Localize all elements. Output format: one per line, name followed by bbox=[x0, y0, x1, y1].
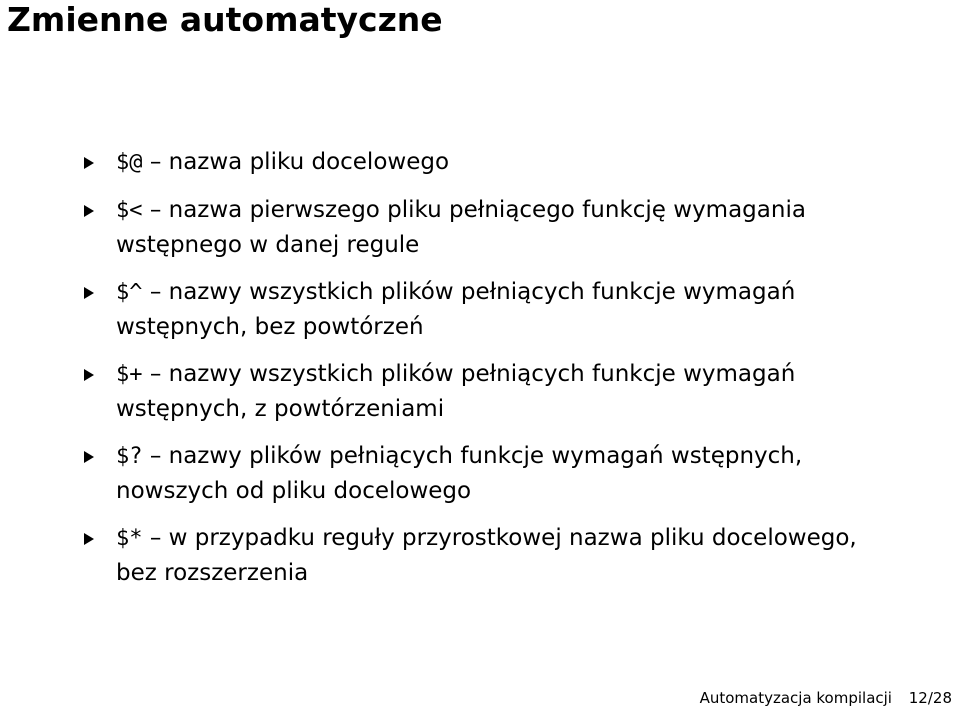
slide-footer bbox=[700, 688, 952, 708]
list-item bbox=[84, 439, 884, 508]
slide-title: Zmienne automatyczne bbox=[7, 0, 443, 39]
dash-separator: – bbox=[149, 279, 162, 305]
page-number: 12/28 bbox=[908, 689, 952, 707]
variable-description: nazwy wszystkich plików pełniących funkcje wymagań wstępnych, bez powtórzeń bbox=[116, 279, 796, 340]
bullet-list bbox=[84, 145, 884, 603]
variable-symbol: $^ bbox=[116, 280, 143, 305]
triangle-bullet-icon bbox=[84, 157, 94, 169]
triangle-bullet-icon bbox=[84, 369, 94, 381]
variable-symbol: $@ bbox=[116, 150, 143, 175]
variable-symbol: $+ bbox=[116, 362, 143, 387]
variable-symbol: $* bbox=[116, 526, 143, 551]
triangle-bullet-icon bbox=[84, 287, 94, 299]
dash-separator: – bbox=[149, 149, 162, 175]
triangle-bullet-icon bbox=[84, 533, 94, 545]
variable-description: nazwy plików pełniących funkcje wymagań wstępnych, nowszych od pliku docelowego bbox=[116, 443, 803, 504]
variable-description: nazwa pierwszego pliku pełniącego funkcję wymagania wstępnego w danej regule bbox=[116, 197, 806, 258]
list-item bbox=[84, 193, 884, 262]
variable-description: nazwy wszystkich plików pełniących funkcje wymagań wstępnych, z powtórzeniami bbox=[116, 361, 796, 422]
dash-separator: – bbox=[149, 525, 162, 551]
variable-symbol: $< bbox=[116, 198, 143, 223]
triangle-bullet-icon bbox=[84, 451, 94, 463]
variable-description: w przypadku reguły przyrostkowej nazwa pliku docelowego, bez rozszerzenia bbox=[116, 525, 857, 586]
variable-description: nazwa pliku docelowego bbox=[168, 149, 450, 175]
dash-separator: – bbox=[149, 361, 162, 387]
variable-symbol: $? bbox=[116, 444, 143, 469]
dash-separator: – bbox=[149, 443, 162, 469]
dash-separator: – bbox=[149, 197, 162, 223]
list-item bbox=[84, 357, 884, 426]
triangle-bullet-icon bbox=[84, 205, 94, 217]
list-item bbox=[84, 145, 884, 180]
footer-section-title: Automatyzacja kompilacji bbox=[699, 689, 892, 707]
list-item bbox=[84, 275, 884, 344]
list-item bbox=[84, 521, 884, 590]
